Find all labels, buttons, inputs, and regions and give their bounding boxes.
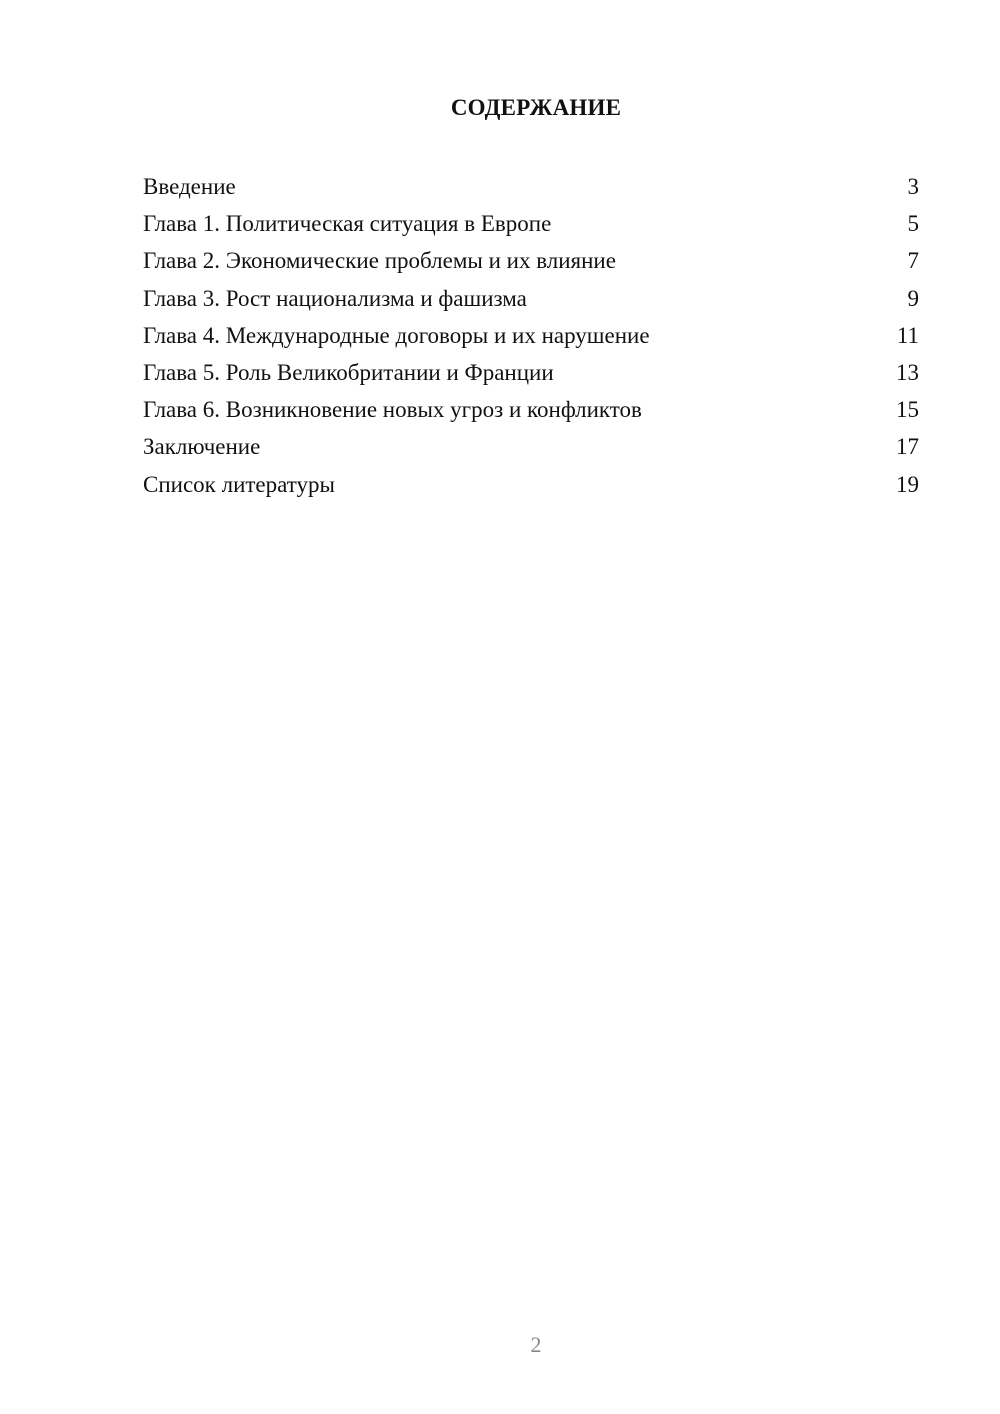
toc-entry-introduction[interactable] — [143, 168, 919, 205]
footer-page-number: 2 — [530, 1332, 542, 1357]
toc-entry-title: Глава 2. Экономические проблемы и их влияние — [143, 248, 616, 274]
toc-entry-title: Глава 5. Роль Великобритании и Франции — [143, 360, 554, 386]
toc-entry-page-number: 3 — [907, 174, 919, 200]
table-of-contents — [143, 168, 919, 503]
toc-entry-page-number: 13 — [896, 360, 919, 386]
toc-entry-title: Глава 1. Политическая ситуация в Европе — [143, 211, 552, 237]
toc-entry-page-number: 9 — [907, 285, 919, 311]
toc-entry-chapter-6[interactable] — [143, 391, 919, 428]
toc-entry-chapter-1[interactable] — [143, 205, 919, 242]
toc-entry-page-number: 5 — [907, 211, 919, 237]
toc-entry-chapter-2[interactable] — [143, 242, 919, 279]
toc-entry-title: Глава 4. Международные договоры и их нарушение — [143, 322, 650, 348]
toc-entry-chapter-3[interactable] — [143, 280, 919, 317]
toc-entry-chapter-5[interactable] — [143, 354, 919, 391]
toc-heading: СОДЕРЖАНИЕ — [450, 95, 622, 120]
toc-entry-page-number: 11 — [896, 322, 919, 348]
toc-entry-page-number: 7 — [907, 248, 919, 274]
toc-entry-references[interactable] — [143, 466, 919, 503]
toc-entry-conclusion[interactable] — [143, 428, 919, 465]
toc-entry-page-number: 17 — [896, 434, 919, 460]
toc-entry-title: Глава 6. Возникновение новых угроз и конфликтов — [143, 397, 642, 423]
toc-entry-title: Глава 3. Рост национализма и фашизма — [143, 285, 527, 311]
toc-entry-title: Введение — [143, 174, 236, 200]
toc-entry-title: Список литературы — [143, 471, 335, 497]
toc-entry-page-number: 19 — [896, 471, 919, 497]
toc-entry-chapter-4[interactable] — [143, 317, 919, 354]
toc-entry-title: Заключение — [143, 434, 261, 460]
toc-entry-page-number: 15 — [896, 397, 919, 423]
